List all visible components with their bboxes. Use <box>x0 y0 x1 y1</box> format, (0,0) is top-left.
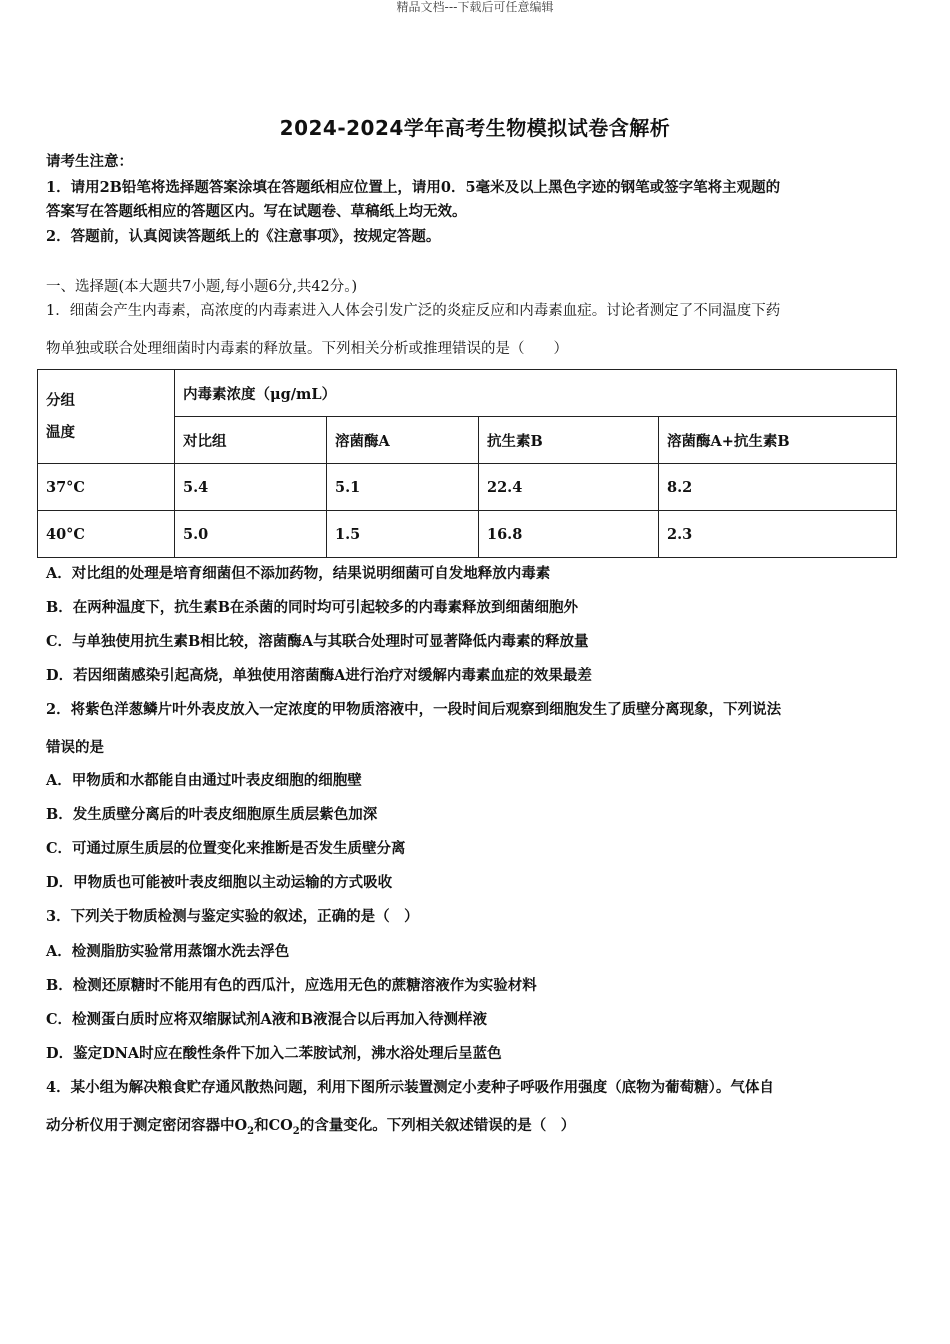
row-temp-label: 40°C <box>38 511 175 558</box>
table-group-header: 内毒素浓度（μg/mL） <box>175 370 897 417</box>
notice-heading: 请考生注意： <box>46 153 133 170</box>
table-cell: 22.4 <box>479 464 659 511</box>
q2-stem-line2: 错误的是 <box>46 739 104 756</box>
q2-option-a: A．甲物质和水都能自由通过叶表皮细胞的细胞壁 <box>46 772 362 789</box>
q3-stem: 3．下列关于物质检测与鉴定实验的叙述，正确的是（ ） <box>46 908 419 925</box>
q2-option-c: C．可通过原生质层的位置变化来推断是否发生质壁分离 <box>46 840 406 857</box>
table-cell: 16.8 <box>479 511 659 558</box>
q4-stem-line2 <box>46 1116 906 1142</box>
q4-text-part: 动分析仪用于测定密闭容器中O <box>46 1117 248 1134</box>
q3-option-a: A．检测脂肪实验常用蒸馏水洗去浮色 <box>46 943 290 960</box>
notice-item1-line2: 答案写在答题纸相应的答题区内。写在试题卷、草稿纸上均无效。 <box>46 203 467 220</box>
table-row <box>38 511 897 558</box>
subscript: 2 <box>247 1125 255 1137</box>
notice-item1-line1: 1．请用2B铅笔将选择题答案涂填在答题纸相应位置上，请用0．5毫米及以上黑色字迹的钢笔或签字笔将主观题的 <box>46 179 781 196</box>
endotoxin-table <box>37 369 897 558</box>
q4-text-part: 和CO <box>254 1117 293 1134</box>
q3-option-d: D．鉴定DNA时应在酸性条件下加入二苯胺试剂，沸水浴处理后呈蓝色 <box>46 1045 502 1062</box>
q1-stem-line1: 1．细菌会产生内毒素，高浓度的内毒素进入人体会引发广泛的炎症反应和内毒素血症。讨论者测定了不同温度下药 <box>46 303 781 319</box>
q2-stem-line1: 2．将紫色洋葱鳞片叶外表皮放入一定浓度的甲物质溶液中，一段时间后观察到细胞发生了质壁分离现象，下列说法 <box>46 701 782 718</box>
q1-option-a: A．对比组的处理是培育细菌但不添加药物，结果说明细菌可自发地释放内毒素 <box>46 565 551 582</box>
row-temp-label: 37°C <box>38 464 175 511</box>
table-cell: 8.2 <box>659 464 897 511</box>
table-corner-cell <box>38 370 175 464</box>
q2-option-b: B．发生质壁分离后的叶表皮细胞原生质层紫色加深 <box>46 806 378 823</box>
q1-stem-line2: 物单独或联合处理细菌时内毒素的释放量。下列相关分析或推理错误的是（ ） <box>46 341 568 357</box>
page-title: 2024-2024学年高考生物模拟试卷含解析 <box>279 116 671 140</box>
table-cell: 5.1 <box>327 464 479 511</box>
column-header: 溶菌酶A <box>327 417 479 464</box>
q1-option-c: C．与单独使用抗生素B相比较，溶菌酶A与其联合处理时可显著降低内毒素的释放量 <box>46 633 589 650</box>
table-cell: 2.3 <box>659 511 897 558</box>
corner-label-temperature: 温度 <box>46 423 75 441</box>
subscript: 2 <box>292 1125 300 1137</box>
q4-stem-line1: 4．某小组为解决粮食贮存通风散热问题，利用下图所示装置测定小麦种子呼吸作用强度（底物为葡萄糖）。气体自 <box>46 1079 774 1096</box>
header-note: 精品文档---下载后可任意编辑 <box>396 0 554 14</box>
q1-option-d: D．若因细菌感染引起高烧，单独使用溶菌酶A进行治疗对缓解内毒素血症的效果最差 <box>46 667 592 684</box>
table-cell: 1.5 <box>327 511 479 558</box>
q3-option-b: B．检测还原糖时不能用有色的西瓜汁，应选用无色的蔗糖溶液作为实验材料 <box>46 977 537 994</box>
corner-label-group: 分组 <box>46 391 75 409</box>
column-header: 抗生素B <box>479 417 659 464</box>
q4-text-part: 的含量变化。下列相关叙述错误的是（ ） <box>299 1117 576 1134</box>
notice-item2: 2．答题前，认真阅读答题纸上的《注意事项》，按规定答题。 <box>46 228 441 245</box>
column-header: 溶菌酶A+抗生素B <box>659 417 897 464</box>
q3-option-c: C．检测蛋白质时应将双缩脲试剂A液和B液混合以后再加入待测样液 <box>46 1011 488 1028</box>
table-row <box>38 464 897 511</box>
table-cell: 5.0 <box>175 511 327 558</box>
column-header: 对比组 <box>175 417 327 464</box>
q2-option-d: D．甲物质也可能被叶表皮细胞以主动运输的方式吸收 <box>46 874 393 891</box>
table-cell: 5.4 <box>175 464 327 511</box>
section-heading: 一、选择题(本大题共7小题,每小题6分,共42分。) <box>46 279 358 295</box>
q1-option-b: B．在两种温度下，抗生素B在杀菌的同时均可引起较多的内毒素释放到细菌细胞外 <box>46 599 579 616</box>
